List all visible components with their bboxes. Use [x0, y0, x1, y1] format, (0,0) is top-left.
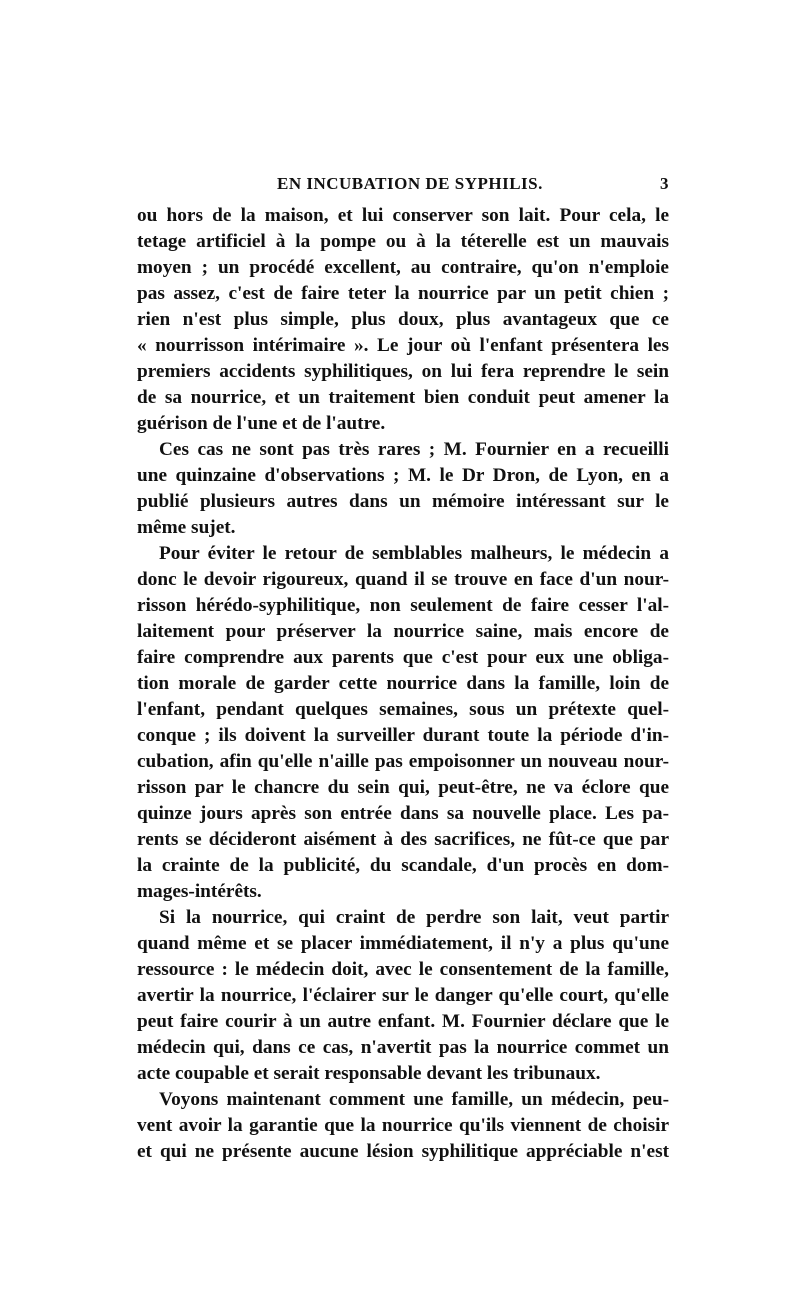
text-line: donc le devoir rigoureux, quand il se trouve en face d'un nour-	[137, 569, 669, 590]
text-line: peut faire courir à un autre enfant. M. Fournier déclare que le	[137, 1011, 669, 1032]
text-line: et qui ne présente aucune lésion syphilitique appréciable n'est	[137, 1141, 669, 1162]
text-line: médecin qui, dans ce cas, n'avertit pas la nourrice commet un	[137, 1037, 669, 1058]
text-line: quinze jours après son entrée dans sa nouvelle place. Les pa-	[137, 803, 669, 824]
text-line: Ces cas ne sont pas très rares ; M. Fournier en a recueilli	[159, 439, 669, 460]
text-line: rien n'est plus simple, plus doux, plus avantageux que ce	[137, 309, 669, 330]
text-line: publié plusieurs autres dans un mémoire intéressant sur le	[137, 491, 669, 512]
text-line: quand même et se placer immédiatement, il n'y a plus qu'une	[137, 933, 669, 954]
text-line: avertir la nourrice, l'éclairer sur le danger qu'elle court, qu'elle	[137, 985, 669, 1006]
text-line: acte coupable et serait responsable devant les tribunaux.	[137, 1063, 601, 1084]
text-line: rents se décideront aisément à des sacrifices, ne fût-ce que par	[137, 829, 669, 850]
running-header	[137, 174, 669, 196]
text-line: ressource : le médecin doit, avec le consentement de la famille,	[137, 959, 669, 980]
text-line: même sujet.	[137, 517, 236, 538]
body-text	[137, 203, 669, 1165]
text-line: premiers accidents syphilitiques, on lui fera reprendre le sein	[137, 361, 669, 382]
text-line: l'enfant, pendant quelques semaines, sous un prétexte quel-	[137, 699, 669, 720]
text-line: une quinzaine d'observations ; M. le Dr Dron, de Lyon, en a	[137, 465, 669, 486]
text-line: de sa nourrice, et un traitement bien conduit peut amener la	[137, 387, 669, 408]
text-line: tetage artificiel à la pompe ou à la téterelle est un mauvais	[137, 231, 669, 252]
text-line: la crainte de la publicité, du scandale, d'un procès en dom-	[137, 855, 669, 876]
text-line: faire comprendre aux parents que c'est pour eux une obliga-	[137, 647, 669, 668]
text-line: Pour éviter le retour de semblables malheurs, le médecin a	[159, 543, 669, 564]
text-line: mages-intérêts.	[137, 881, 262, 902]
text-line: conque ; ils doivent la surveiller durant toute la période d'in-	[137, 725, 669, 746]
text-line: cubation, afin qu'elle n'aille pas empoisonner un nouveau nour-	[137, 751, 669, 772]
text-line: moyen ; un procédé excellent, au contraire, qu'on n'emploie	[137, 257, 669, 278]
text-line: risson par le chancre du sein qui, peut-être, ne va éclore que	[137, 777, 669, 798]
text-line: pas assez, c'est de faire teter la nourrice par un petit chien ;	[137, 283, 669, 304]
text-line: vent avoir la garantie que la nourrice qu'ils viennent de choisir	[137, 1115, 669, 1136]
text-line: guérison de l'une et de l'autre.	[137, 413, 386, 434]
page-number: 3	[660, 174, 669, 193]
text-line: risson hérédo-syphilitique, non seulement de faire cesser l'al-	[137, 595, 669, 616]
text-line: Si la nourrice, qui craint de perdre son lait, veut partir	[159, 907, 669, 928]
text-line: tion morale de garder cette nourrice dans la famille, loin de	[137, 673, 669, 694]
text-line: « nourrisson intérimaire ». Le jour où l'enfant présentera les	[137, 335, 669, 356]
running-title: EN INCUBATION DE SYPHILIS.	[277, 174, 543, 193]
text-line: laitement pour préserver la nourrice saine, mais encore de	[137, 621, 669, 642]
text-line: Voyons maintenant comment une famille, un médecin, peu-	[159, 1089, 669, 1110]
text-line: ou hors de la maison, et lui conserver son lait. Pour cela, le	[137, 205, 669, 226]
